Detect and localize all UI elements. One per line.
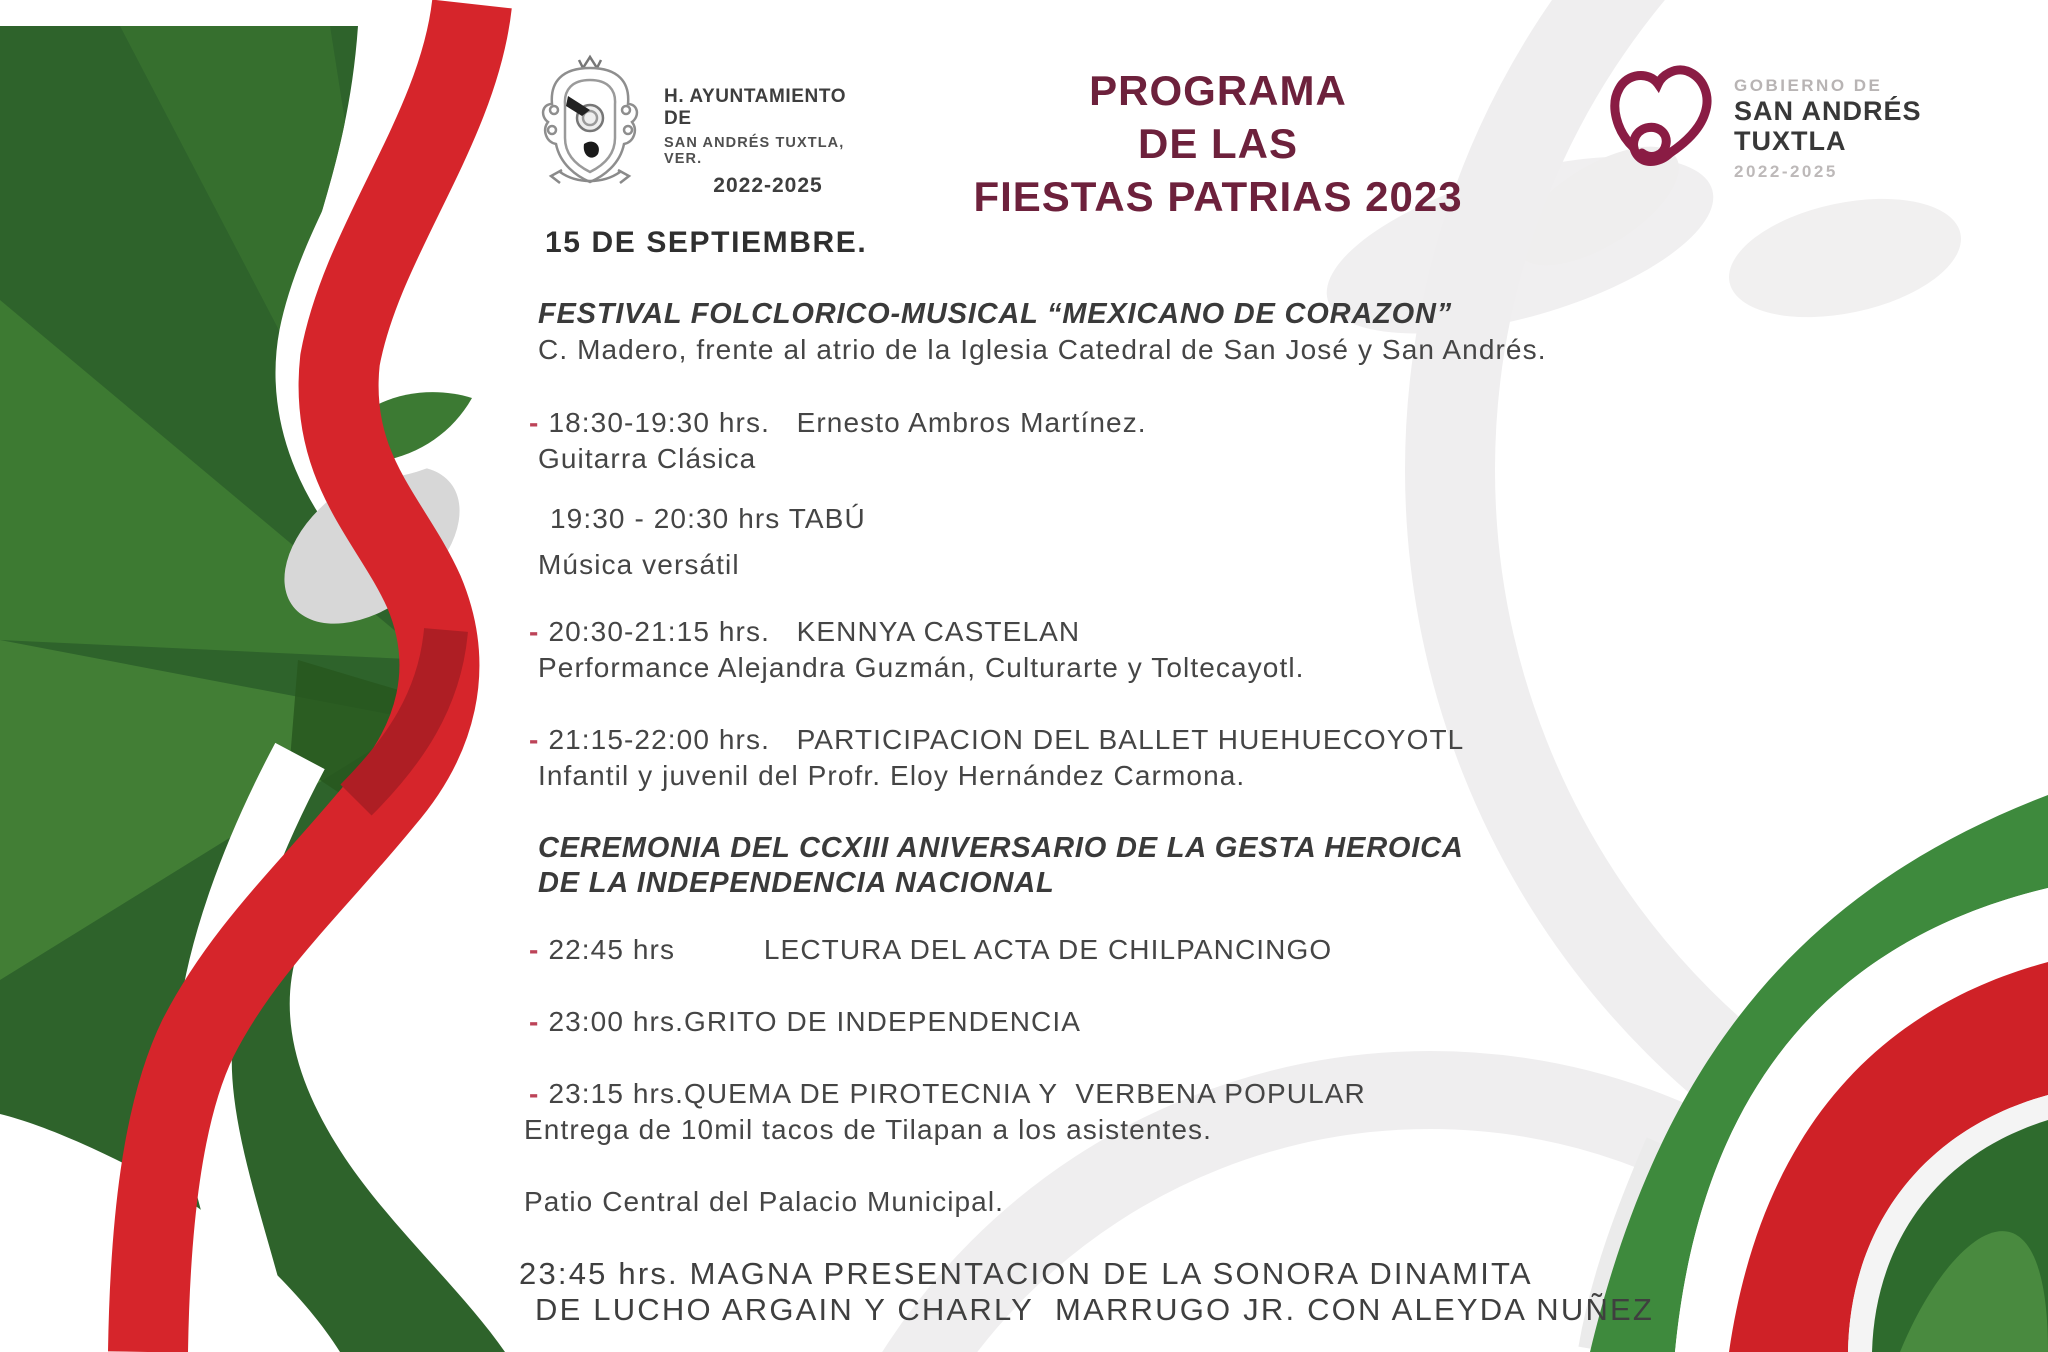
heart-logo [1606, 58, 1718, 176]
gov-logo-name1: SAN ANDRÉS [1734, 96, 1922, 126]
red-dash-icon: - [529, 407, 540, 438]
municipal-coat-of-arms [531, 50, 649, 192]
red-dash-icon: - [529, 1078, 540, 1109]
event-detail-musica: Música versátil [538, 549, 740, 580]
date-heading: 15 DE SEPTIEMBRE. [545, 226, 868, 259]
festival-location: C. Madero, frente al atrio de la Iglesia Catedral de San José y San Andrés. [538, 334, 1547, 365]
corner-flag-art [1590, 795, 2048, 1352]
event-line-2030 [529, 616, 1080, 648]
red-dash-icon: - [529, 724, 540, 755]
event-text: 21:15-22:00 hrs. PARTICIPACION DEL BALLET HUEHUECOYOTL [548, 724, 1465, 755]
event-line-2300 [529, 1006, 1081, 1038]
event-line-2315 [529, 1078, 1366, 1110]
seal-line2: SAN ANDRÉS TUXTLA, VER. [664, 135, 845, 167]
page-title [958, 64, 1478, 223]
title-line1: PROGRAMA [1089, 67, 1347, 114]
gov-logo-text-block [1734, 76, 1922, 182]
event-text: 18:30-19:30 hrs. Ernesto Ambros Martínez. [548, 407, 1147, 438]
event-text: 20:30-21:15 hrs. KENNYA CASTELAN [548, 616, 1081, 647]
gov-logo-years: 2022-2025 [1734, 162, 1838, 181]
event-detail-guitarra: Guitarra Clásica [538, 443, 757, 474]
seal-years: 2022-2025 [713, 174, 823, 197]
seal-line1: H. AYUNTAMIENTO DE [664, 86, 847, 129]
event-line-1830 [529, 407, 1147, 439]
seal-text-block [664, 86, 872, 198]
festival-heading: FESTIVAL FOLCLORICO-MUSICAL “MEXICANO DE CORAZON” [538, 298, 1453, 330]
event-detail-performance: Performance Alejandra Guzmán, Culturarte y Toltecayotl. [538, 652, 1305, 683]
red-dash-icon: - [529, 934, 540, 965]
event-line-2345-part1: 23:45 hrs. MAGNA PRESENTACION DE LA SONORA DINAMITA [519, 1256, 1533, 1291]
red-dash-icon: - [529, 616, 540, 647]
ceremonia-heading-line1: CEREMONIA DEL CCXIII ANIVERSARIO DE LA GESTA HEROICA [538, 832, 1464, 864]
gov-logo-top: GOBIERNO DE [1734, 76, 1883, 95]
event-line-2245 [529, 934, 1332, 966]
event-line-2345-part2: DE LUCHO ARGAIN Y CHARLY MARRUGO JR. CON ALEYDA NUÑEZ [535, 1292, 1655, 1327]
event-text: 22:45 hrs LECTURA DEL ACTA DE CHILPANCINGO [548, 934, 1333, 965]
title-line3: FIESTAS PATRIAS 2023 [973, 173, 1463, 220]
ceremonia-heading-line2: DE LA INDEPENDENCIA NACIONAL [538, 867, 1055, 899]
event-line-1930: 19:30 - 20:30 hrs TABÚ [550, 503, 866, 534]
event-detail-tacos: Entrega de 10mil tacos de Tilapan a los asistentes. [524, 1114, 1213, 1145]
red-dash-icon: - [529, 1006, 540, 1037]
venue-line: Patio Central del Palacio Municipal. [524, 1186, 1005, 1217]
event-text: 23:15 hrs.QUEMA DE PIROTECNIA Y VERBENA POPULAR [548, 1078, 1366, 1109]
event-text: 23:00 hrs.GRITO DE INDEPENDENCIA [548, 1006, 1082, 1037]
event-detail-ballet: Infantil y juvenil del Profr. Eloy Hernández Carmona. [538, 760, 1246, 791]
flag-ribbon-art [0, 4, 505, 1352]
gov-logo-name2: TUXTLA [1734, 126, 1847, 156]
title-line2: DE LAS [1137, 120, 1298, 167]
event-line-2115 [529, 724, 1464, 756]
